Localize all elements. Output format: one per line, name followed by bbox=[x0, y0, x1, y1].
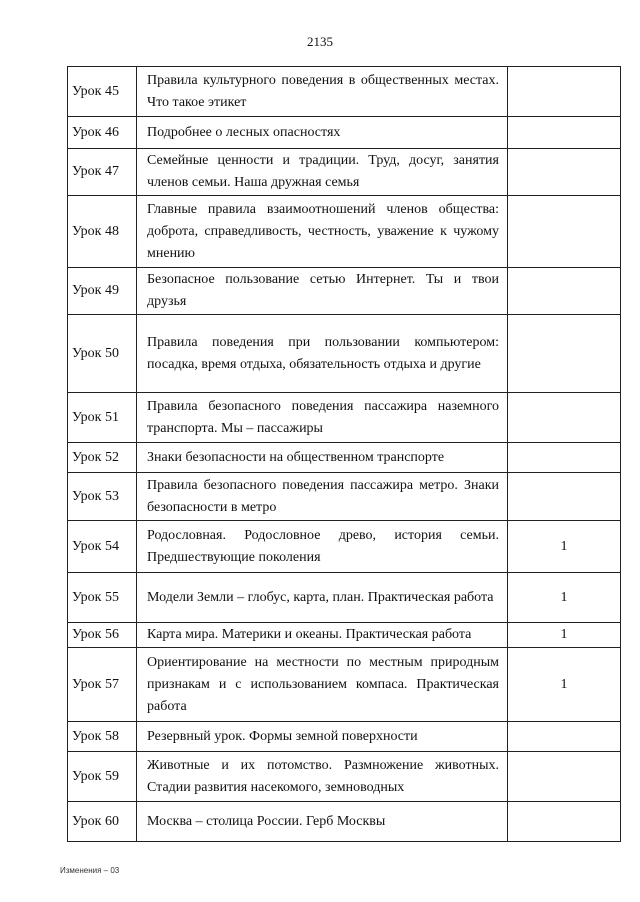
lesson-hours-cell bbox=[508, 315, 621, 393]
lesson-number-cell: Урок 47 bbox=[68, 149, 137, 196]
lesson-number-cell: Урок 45 bbox=[68, 67, 137, 117]
lesson-topic-cell: Резервный урок. Формы земной поверхности bbox=[137, 722, 508, 752]
lesson-number-cell: Урок 56 bbox=[68, 623, 137, 648]
table-row bbox=[68, 443, 621, 473]
table-row bbox=[68, 315, 621, 393]
lesson-hours-cell bbox=[508, 117, 621, 149]
lesson-topic-cell: Знаки безопасности на общественном транспорте bbox=[137, 443, 508, 473]
table-row bbox=[68, 196, 621, 268]
table-row bbox=[68, 393, 621, 443]
lesson-hours-cell bbox=[508, 473, 621, 521]
lesson-topic-cell: Безопасное пользование сетью Интернет. Ты и твои друзья bbox=[137, 268, 508, 315]
lesson-hours-cell: 1 bbox=[508, 573, 621, 623]
lesson-number-cell: Урок 55 bbox=[68, 573, 137, 623]
lesson-hours-cell bbox=[508, 802, 621, 842]
lesson-number-cell: Урок 46 bbox=[68, 117, 137, 149]
lesson-number-cell: Урок 53 bbox=[68, 473, 137, 521]
lesson-table bbox=[67, 66, 621, 842]
page-number: 2135 bbox=[307, 34, 333, 49]
lesson-hours-cell: 1 bbox=[508, 648, 621, 722]
lesson-number-cell: Урок 52 bbox=[68, 443, 137, 473]
lesson-number-cell: Урок 48 bbox=[68, 196, 137, 268]
lesson-topic-cell: Главные правила взаимоотношений членов общества: доброта, справедливость, честность, уважение к чужому мнению bbox=[137, 196, 508, 268]
lesson-topic-cell: Подробнее о лесных опасностях bbox=[137, 117, 508, 149]
table-row bbox=[68, 722, 621, 752]
footer-revision: Изменения – 03 bbox=[60, 866, 120, 875]
lesson-topic-cell: Правила культурного поведения в общественных местах. Что такое этикет bbox=[137, 67, 508, 117]
lesson-topic-cell: Правила безопасного поведения пассажира метро. Знаки безопасности в метро bbox=[137, 473, 508, 521]
table-row bbox=[68, 268, 621, 315]
lesson-topic-cell: Животные и их потомство. Размножение животных. Стадии развития насекомого, земноводных bbox=[137, 752, 508, 802]
lesson-number-cell: Урок 54 bbox=[68, 521, 137, 573]
lesson-number-cell: Урок 51 bbox=[68, 393, 137, 443]
lesson-hours-cell bbox=[508, 67, 621, 117]
lesson-topic-cell: Карта мира. Материки и океаны. Практическая работа bbox=[137, 623, 508, 648]
lesson-number-cell: Урок 50 bbox=[68, 315, 137, 393]
lesson-number-cell: Урок 49 bbox=[68, 268, 137, 315]
lesson-topic-cell: Семейные ценности и традиции. Труд, досуг, занятия членов семьи. Наша дружная семья bbox=[137, 149, 508, 196]
lesson-hours-cell: 1 bbox=[508, 521, 621, 573]
table-row bbox=[68, 521, 621, 573]
lesson-number-cell: Урок 58 bbox=[68, 722, 137, 752]
lesson-hours-cell bbox=[508, 149, 621, 196]
lesson-hours-cell bbox=[508, 196, 621, 268]
lesson-number-cell: Урок 60 bbox=[68, 802, 137, 842]
table-row bbox=[68, 149, 621, 196]
lesson-topic-cell: Правила безопасного поведения пассажира наземного транспорта. Мы – пассажиры bbox=[137, 393, 508, 443]
lesson-hours-cell bbox=[508, 268, 621, 315]
lesson-hours-cell bbox=[508, 752, 621, 802]
lesson-topic-cell: Ориентирование на местности по местным природным признакам и с использованием компаса. Практическая работа bbox=[137, 648, 508, 722]
table-row bbox=[68, 752, 621, 802]
table-row bbox=[68, 117, 621, 149]
table-row bbox=[68, 473, 621, 521]
lesson-hours-cell bbox=[508, 722, 621, 752]
lesson-topic-cell: Родословная. Родословное древо, история семьи. Предшествующие поколения bbox=[137, 521, 508, 573]
lesson-number-cell: Урок 57 bbox=[68, 648, 137, 722]
lesson-topic-cell: Правила поведения при пользовании компьютером: посадка, время отдыха, обязательность отдыха и другие bbox=[137, 315, 508, 393]
lesson-topic-cell: Модели Земли – глобус, карта, план. Практическая работа bbox=[137, 573, 508, 623]
lesson-hours-cell bbox=[508, 443, 621, 473]
lesson-hours-cell: 1 bbox=[508, 623, 621, 648]
lesson-topic-cell: Москва – столица России. Герб Москвы bbox=[137, 802, 508, 842]
table-row bbox=[68, 67, 621, 117]
table-row bbox=[68, 573, 621, 623]
table-row bbox=[68, 623, 621, 648]
lesson-hours-cell bbox=[508, 393, 621, 443]
lesson-table-body bbox=[68, 67, 621, 842]
lesson-number-cell: Урок 59 bbox=[68, 752, 137, 802]
table-row bbox=[68, 802, 621, 842]
table-row bbox=[68, 648, 621, 722]
